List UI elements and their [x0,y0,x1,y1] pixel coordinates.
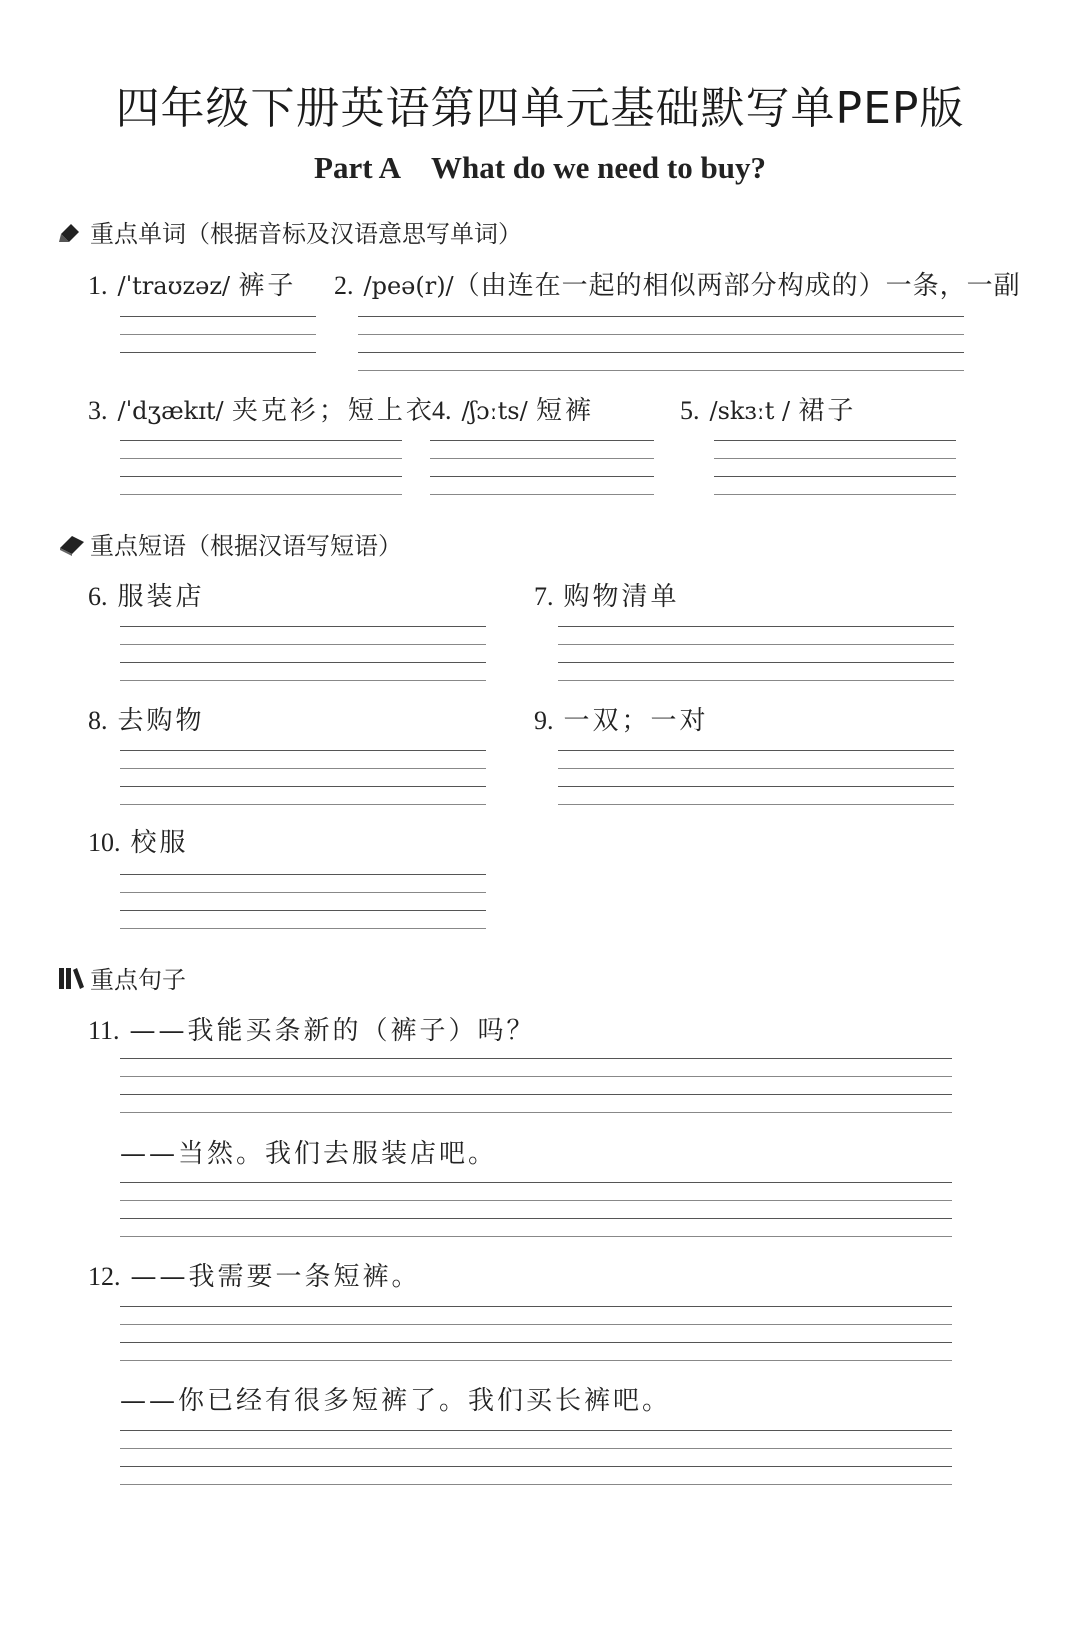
answer-line[interactable] [714,458,956,459]
answer-line[interactable] [120,804,486,805]
sentence-item-11: 11. ——我能买条新的（裤子）吗？ [88,1016,536,1046]
answer-line[interactable] [558,626,954,627]
answer-line[interactable] [120,626,486,627]
answer-line[interactable] [120,1324,952,1325]
answer-line[interactable] [120,1484,952,1485]
answer-line[interactable] [120,476,402,477]
answer-line[interactable] [120,644,486,645]
answer-line[interactable] [120,1448,952,1449]
word-item-3: 3. /ˈdʒækɪt/ 夹克衫；短上衣 [88,396,435,426]
answer-line[interactable] [120,768,486,769]
answer-line[interactable] [120,892,486,893]
books-icon [58,966,84,990]
sentence-item-12: 12. ——我需要一条短裤。 [88,1262,421,1292]
word-item-5: 5. /skɜːt / 裙子 [680,396,857,426]
answer-line[interactable] [714,440,956,441]
answer-line[interactable] [120,1218,952,1219]
answer-line[interactable] [120,1200,952,1201]
answer-line[interactable] [558,750,954,751]
answer-line[interactable] [120,316,316,317]
answer-line[interactable] [558,680,954,681]
section-heading-sentences: 重点句子 [58,960,186,995]
answer-line[interactable] [120,1360,952,1361]
answer-line[interactable] [120,928,486,929]
answer-line[interactable] [120,1236,952,1237]
answer-line[interactable] [120,458,402,459]
answer-line[interactable] [430,440,654,441]
section-heading-words: 重点单词（根据音标及汉语意思写单词） [58,214,522,249]
answer-line[interactable] [430,458,654,459]
answer-line[interactable] [120,786,486,787]
answer-line[interactable] [120,662,486,663]
answer-line[interactable] [120,874,486,875]
sentence-item-12-response: ——你已经有很多短裤了。我们买长裤吧。 [120,1386,672,1416]
answer-line[interactable] [120,1466,952,1467]
answer-line[interactable] [358,370,964,371]
answer-line[interactable] [358,334,964,335]
phrase-item-10: 10. 校服 [88,828,189,858]
word-item-4: 4. /ʃɔːts/ 短裤 [432,396,594,426]
phrase-item-7: 7. 购物清单 [534,582,680,612]
answer-line[interactable] [558,786,954,787]
word-item-1: 1. /ˈtraʊzəz/ 裤子 [88,271,297,301]
answer-line[interactable] [120,680,486,681]
eraser-icon [58,532,84,556]
answer-line[interactable] [120,1058,952,1059]
part-title [0,150,1080,186]
answer-line[interactable] [558,662,954,663]
answer-line[interactable] [120,1112,952,1113]
section-heading-phrases: 重点短语（根据汉语写短语） [58,526,402,561]
answer-line[interactable] [430,476,654,477]
answer-line[interactable] [120,910,486,911]
answer-line[interactable] [120,1306,952,1307]
part-label: Part A [314,150,401,185]
answer-line[interactable] [120,352,316,353]
phrase-item-8: 8. 去购物 [88,706,205,736]
answer-line[interactable] [120,1342,952,1343]
phrase-item-9: 9. 一双；一对 [534,706,709,736]
answer-line[interactable] [358,352,964,353]
part-question: What do we need to buy? [430,150,766,185]
answer-line[interactable] [120,334,316,335]
answer-line[interactable] [120,750,486,751]
answer-line[interactable] [120,1182,952,1183]
answer-line[interactable] [714,494,956,495]
word-item-2: 2. /peə(r)/（由连在一起的相似两部分构成的）一条，一副 [334,271,1021,301]
phrase-item-6: 6. 服装店 [88,582,205,612]
answer-line[interactable] [120,1094,952,1095]
answer-line[interactable] [430,494,654,495]
answer-line[interactable] [714,476,956,477]
answer-line[interactable] [558,804,954,805]
answer-line[interactable] [358,316,964,317]
answer-line[interactable] [120,440,402,441]
sentence-item-11-response: ——当然。我们去服装店吧。 [120,1139,498,1169]
answer-line[interactable] [558,768,954,769]
answer-line[interactable] [120,1430,952,1431]
answer-line[interactable] [120,494,402,495]
page-title: 四年级下册英语第四单元基础默写单PEP版 [115,83,965,134]
answer-line[interactable] [558,644,954,645]
pencil-icon [58,220,84,244]
answer-line[interactable] [120,1076,952,1077]
